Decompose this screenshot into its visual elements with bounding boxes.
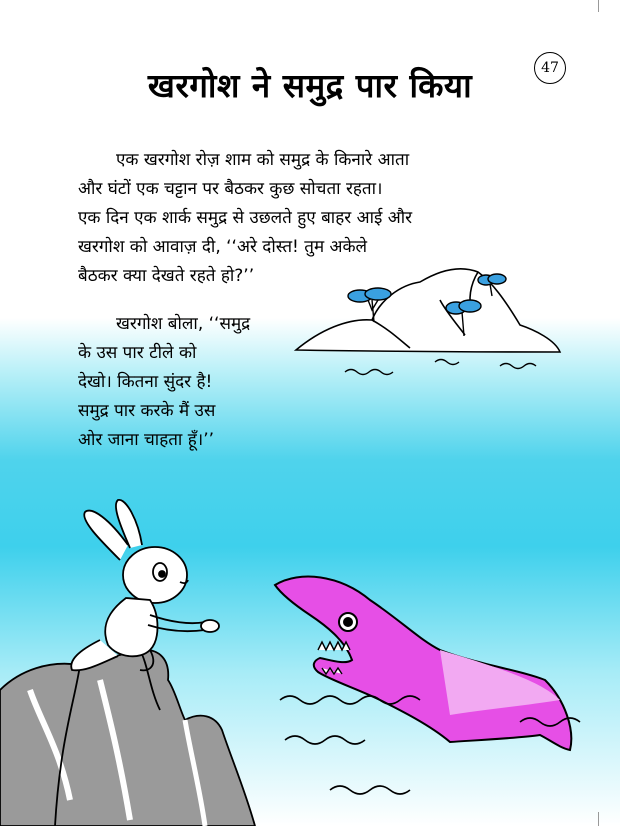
story-line: बैठकर क्या देखते रहते हो?’’ [78, 266, 255, 286]
shark-illustration [275, 577, 571, 750]
story-line: के उस पार टीले को [78, 343, 197, 363]
island-waves [345, 360, 536, 375]
story-line: देखो। कितना सुंदर है! [78, 372, 213, 392]
story-line: ओर जाना चाहता हूँ।’’ [78, 430, 215, 450]
page-title: खरगोश ने समुद्र पार किया [147, 66, 473, 105]
story-line: समुद्र पार करके मैं उस [78, 401, 216, 421]
rock-illustration [0, 650, 255, 826]
story-line: खरगोश को आवाज़ दी, ‘‘अरे दोस्त! तुम अकेले [78, 237, 368, 257]
crop-mark [598, 0, 599, 12]
story-paragraph-1 [78, 146, 558, 291]
page-number: 47 [534, 52, 566, 84]
story-line: और घंटों एक चट्टान पर बैठकर कुछ सोचता रहता। [78, 179, 383, 199]
story-line: एक दिन एक शार्क समुद्र से उछलते हुए बाहर आई और [78, 208, 413, 228]
story-line: खरगोश बोला, ‘‘समुद्र [116, 314, 251, 334]
crop-mark [598, 812, 599, 826]
story-paragraph-2 [78, 310, 308, 455]
rabbit-illustration [71, 500, 219, 670]
story-line: एक खरगोश रोज़ शाम को समुद्र के किनारे आता [116, 150, 410, 170]
